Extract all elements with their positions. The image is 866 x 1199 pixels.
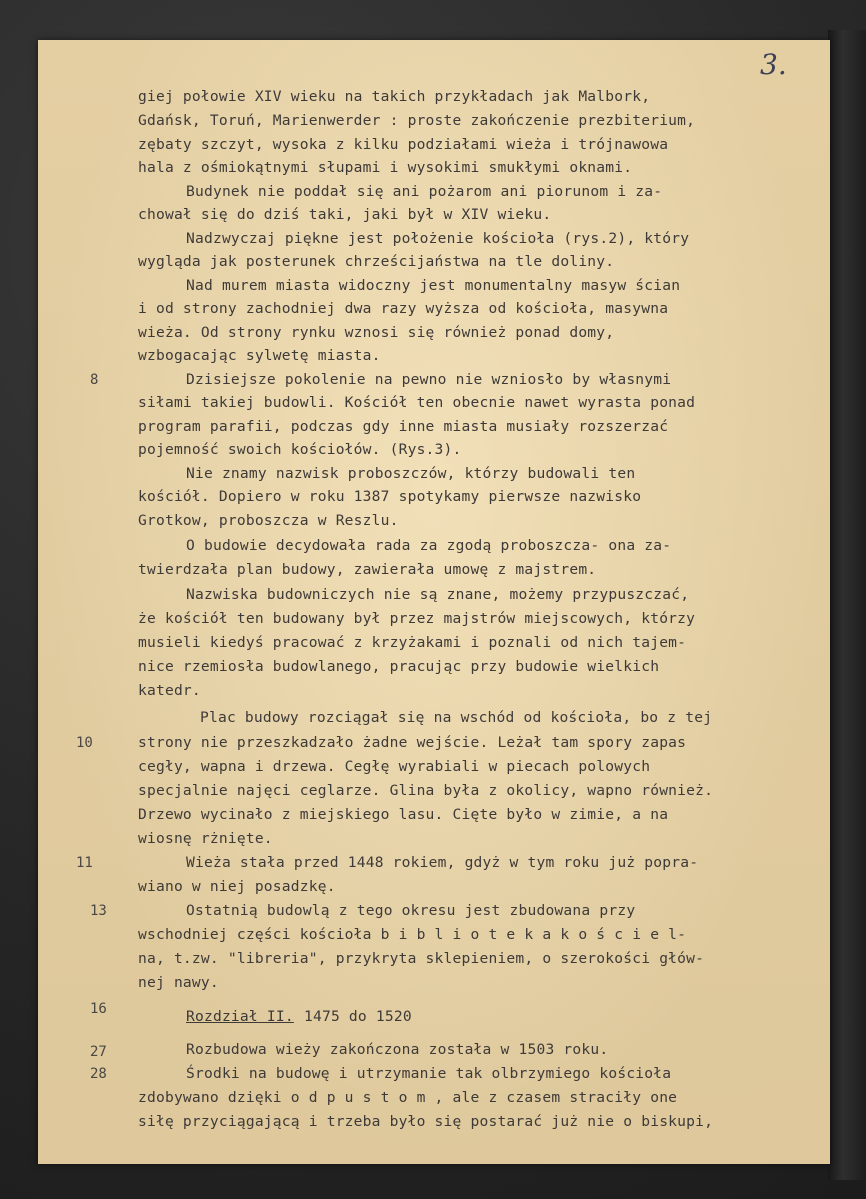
text-line: Gdańsk, Toruń, Marienwerder : proste zakończenie prezbiterium, [138,112,696,129]
text-line: że kościół ten budowany był przez majstrów miejscowych, którzy [138,610,696,627]
text-line: zębaty szczyt, wysoka z kilku podziałami wieża i trójnawowa [138,136,669,153]
margin-number: 28 [90,1066,107,1082]
text-line: Dzisiejsze pokolenie na pewno nie wzniosło by własnymi [186,371,672,388]
text-line: i od strony zachodniej dwa razy wyższa od kościoła, masywna [138,300,669,317]
text-line: program parafii, podczas gdy inne miasta musiały rozszerzać [138,418,669,435]
text-line: giej połowie XIV wieku na takich przykładach jak Malbork, [138,88,651,105]
page-number: 3. [760,48,787,81]
text-line: wieża. Od strony rynku wznosi się również ponad domy, [138,324,615,341]
text-line: wzbogacając sylwetę miasta. [138,347,381,364]
text-line: wschodniej części kościoła b i b l i o t e k a k o ś c i e l- [138,926,687,943]
chapter-date-range: 1475 do 1520 [304,1008,412,1025]
text-line: pojemność swoich kościołów. (Rys.3). [138,441,462,458]
text-line: nej nawy. [138,974,219,991]
text-line: Środki na budowę i utrzymanie tak olbrzymiego kościoła [186,1065,672,1082]
margin-number: 16 [90,1001,107,1017]
text-line: siłę przyciągającą i trzeba było się postarać już nie o biskupi, [138,1113,714,1130]
text-line: wiosnę rżnięte. [138,830,273,847]
text-line: hala z ośmiokątnymi słupami i wysokimi smukłymi oknami. [138,159,633,176]
margin-number: 13 [90,903,107,919]
margin-number: 11 [76,855,93,871]
margin-number: 8 [90,372,99,388]
text-line: zdobywano dzięki o d p u s t o m , ale z czasem straciły one [138,1089,678,1106]
chapter-heading: Rozdział II. [186,1008,294,1025]
text-line: Budynek nie poddał się ani pożarom ani piorunom i za- [186,183,663,200]
text-line: Wieża stała przed 1448 rokiem, gdyż w tym roku już popra- [186,854,699,871]
margin-number: 10 [76,735,93,751]
text-line: Nazwiska budowniczych nie są znane, możemy przypuszczać, [186,586,690,603]
text-line: strony nie przeszkadzało żadne wejście. Leżał tam spory zapas [138,734,687,751]
text-line: Grotkow, proboszcza w Reszlu. [138,512,399,529]
text-line: musieli kiedyś pracować z krzyżakami i poznali od nich tajem- [138,634,687,651]
text-line: nice rzemiosła budowlanego, pracując przy budowie wielkich [138,658,660,675]
text-line: katedr. [138,682,201,699]
text-line: Drzewo wycinało z miejskiego lasu. Cięte było w zimie, a na [138,806,669,823]
text-line: specjalnie najęci ceglarze. Glina była z okolicy, wapno również. [138,782,714,799]
text-line: wygląda jak posterunek chrześcijaństwa na tle doliny. [138,253,615,270]
text-line: Plac budowy rozciągał się na wschód od kościoła, bo z tej [200,709,713,726]
text-line: Nad murem miasta widoczny jest monumentalny masyw ścian [186,277,681,294]
text-line: chował się do dziś taki, jaki był w XIV wieku. [138,206,552,223]
text-line: twierdzała plan budowy, zawierała umowę z majstrem. [138,561,597,578]
text-line: siłami takiej budowli. Kościół ten obecnie nawet wyrasta ponad [138,394,696,411]
text-line: Ostatnią budowlą z tego okresu jest zbudowana przy [186,902,636,919]
margin-number: 27 [90,1044,107,1060]
binder-spine [828,30,866,1180]
text-line: O budowie decydowała rada za zgodą proboszcza- ona za- [186,537,672,554]
text-line: Nie znamy nazwisk proboszczów, którzy budowali ten [186,465,636,482]
text-line: Rozbudowa wieży zakończona została w 1503 roku. [186,1041,609,1058]
text-line: Nadzwyczaj piękne jest położenie kościoła (rys.2), który [186,230,690,247]
text-line: wiano w niej posadzkę. [138,878,336,895]
document-page [38,40,830,1164]
text-line: kościół. Dopiero w roku 1387 spotykamy pierwsze nazwisko [138,488,642,505]
text-line: cegły, wapna i drzewa. Cegłę wyrabiali w piecach polowych [138,758,651,775]
text-line: na, t.zw. "libreria", przykryta sklepieniem, o szerokości głów- [138,950,705,967]
